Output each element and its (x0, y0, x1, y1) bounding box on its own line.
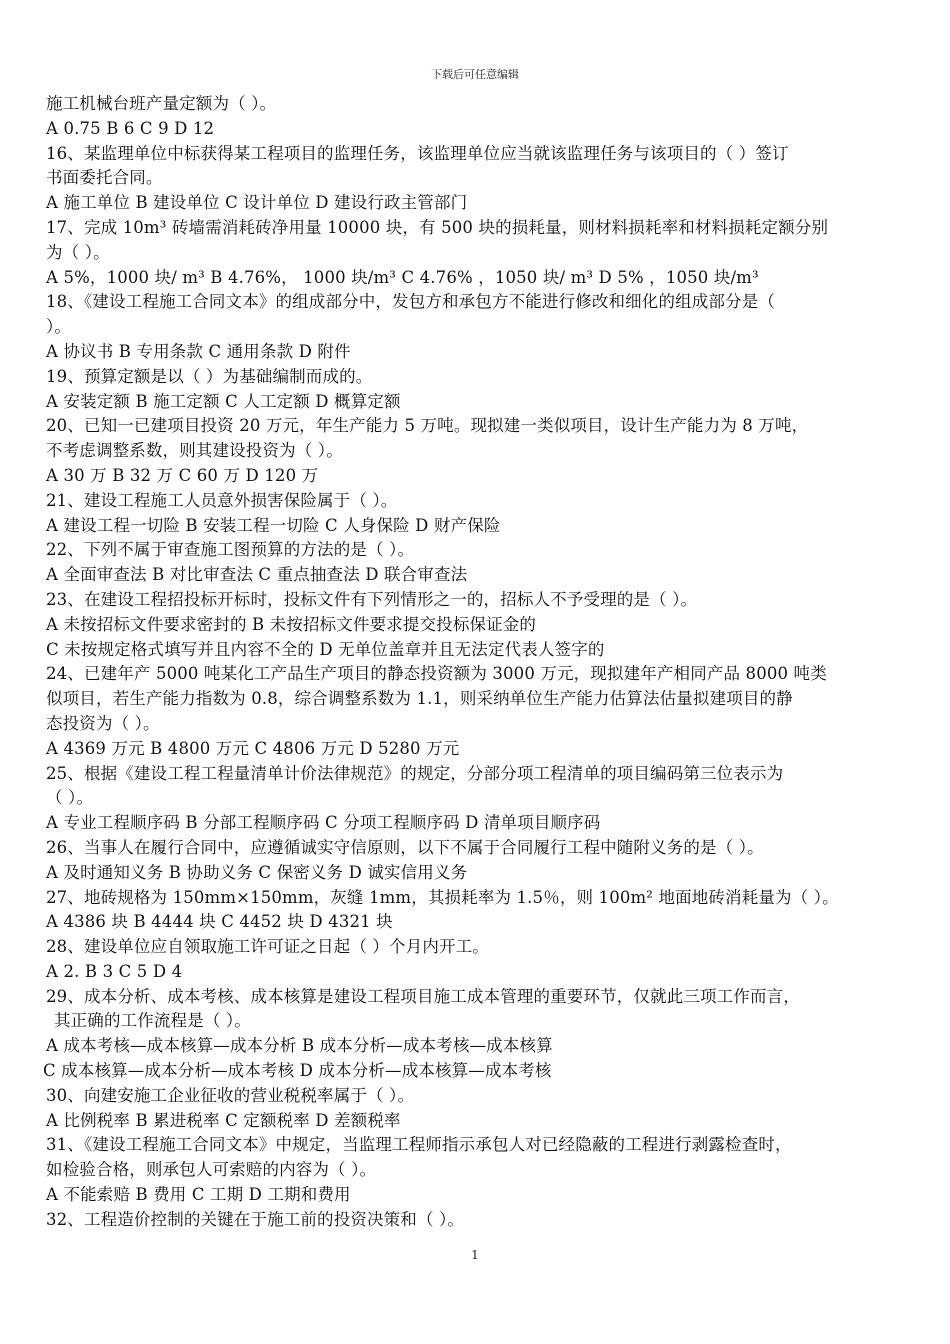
answer-options: A 4386 块 B 4444 块 C 4452 块 D 4321 块 (46, 912, 393, 932)
text-line: 态投资为（ ）。 (46, 713, 160, 733)
text-line: 不考虑调整系数，则其建设投资为（ ）。 (46, 441, 343, 461)
answer-options: C 未按规定格式填写并且内容不全的 D 无单位盖章并且无法定代表人签字的 (46, 639, 605, 659)
question-22: 22、下列不属于审查施工图预算的方法的是（ ）。 (46, 540, 415, 560)
text-line: ）。 (46, 317, 72, 337)
question-20: 20、已知一已建项目投资 20 万元，年生产能力 5 万吨。现拟建一类似项目，设计生产能力为 8 万吨， (46, 416, 809, 436)
answer-options: A 专业工程顺序码 B 分部工程顺序码 C 分项工程顺序码 D 清单项目顺序码 (46, 813, 601, 833)
answer-options: A 协议书 B 专用条款 C 通用条款 D 附件 (46, 341, 351, 361)
answer-options: A 未按招标文件要求密封的 B 未按招标文件要求提交投标保证金的 (46, 614, 537, 634)
answer-options: A 全面审查法 B 对比审查法 C 重点抽查法 D 联合审查法 (46, 565, 468, 585)
answer-options: A 0.75 B 6 C 9 D 12 (46, 118, 215, 138)
text-line: （ ）。 (46, 788, 94, 808)
question-30: 30、向建安施工企业征收的营业税税率属于（ ）。 (46, 1085, 415, 1105)
answer-options: C 成本核算—成本分析—成本考核 D 成本分析—成本核算—成本考核 (43, 1061, 552, 1081)
text-line: 书面委托合同。 (46, 168, 163, 188)
question-26: 26、当事人在履行合同中，应遵循诚实守信原则，以下不属于合同履行工程中随附义务的是（ ）。 (46, 837, 764, 857)
answer-options: A 建设工程一切险 B 安装工程一切险 C 人身保险 D 财产保险 (46, 515, 501, 535)
question-21: 21、建设工程施工人员意外损害保险属于（ ）。 (46, 490, 398, 510)
answer-options: A 及时通知义务 B 协助义务 C 保密义务 D 诚实信用义务 (46, 862, 468, 882)
question-17: 17、完成 10m³ 砖墙需消耗砖净用量 10000 块，有 500 块的损耗量，则材料损耗率和材料损耗定额分别 (46, 217, 829, 237)
question-16: 16、某监理单位中标获得某工程项目的监理任务，该监理单位应当就该监理任务与该项目的（ ）签订 (46, 143, 789, 163)
answer-options: A 5%，1000 块/ m³ B 4.76%， 1000 块/m³ C 4.76% ，1050 块/ m³ D 5% ，1050 块/m³ (46, 267, 759, 287)
question-23: 23、在建设工程招投标开标时，投标文件有下列情形之一的，招标人不予受理的是（ ）。 (46, 589, 698, 609)
question-25: 25、根据《建设工程工程量清单计价法律规范》的规定，分部分项工程清单的项目编码第三位表示为 (46, 763, 784, 783)
question-27: 27、地砖规格为 150mm×150mm，灰缝 1mm，其损耗率为 1.5％，则 100m² 地面地砖消耗量为（ ）。 (46, 887, 839, 907)
answer-options: A 4369 万元 B 4800 万元 C 4806 万元 D 5280 万元 (46, 738, 460, 758)
document-body (43, 92, 908, 1233)
page-header: 下载后可任意编辑 (431, 68, 519, 81)
text-line: 其正确的工作流程是（ ）。 (54, 1011, 251, 1031)
question-28: 28、建设单位应自领取施工许可证之日起（ ）个月内开工。 (46, 937, 489, 957)
question-19: 19、预算定额是以（ ）为基础编制而成的。 (46, 366, 373, 386)
answer-options: A 30 万 B 32 万 C 60 万 D 120 万 (46, 465, 319, 485)
question-32: 32、工程造价控制的关键在于施工前的投资决策和（ ）。 (46, 1209, 465, 1229)
answer-options: A 施工单位 B 建设单位 C 设计单位 D 建设行政主管部门 (46, 193, 468, 213)
answer-options: A 成本考核—成本核算—成本分析 B 成本分析—成本考核—成本核算 (46, 1036, 553, 1056)
question-24: 24、已建年产 5000 吨某化工产品生产项目的静态投资额为 3000 万元，现拟建年产相同产品 8000 吨类 (46, 664, 827, 684)
text-line: 如检验合格，则承包人可索赔的内容为（ ）。 (46, 1160, 377, 1180)
page-number: 1 (471, 1248, 479, 1262)
text-line: 似项目，若生产能力指数为 0.8，综合调整系数为 1.1，则采纳单位生产能力估算法估量拟建项目的静 (46, 689, 793, 709)
answer-options: A 安装定额 B 施工定额 C 人工定额 D 概算定额 (46, 391, 401, 411)
text-line: 施工机械台班产量定额为（ ）。 (46, 94, 277, 113)
question-18: 18、《建设工程施工合同文本》的组成部分中，发包方和承包方不能进行修改和细化的组成部分是（ (46, 292, 775, 312)
answer-options: A 2. B 3 C 5 D 4 (46, 961, 183, 981)
question-31: 31、《建设工程施工合同文本》中规定，当监理工程师指示承包人对已经隐蔽的工程进行剥露检查时， (46, 1135, 792, 1155)
answer-options: A 不能索赔 B 费用 C 工期 D 工期和费用 (46, 1185, 351, 1205)
question-29: 29、成本分析、成本考核、成本核算是建设工程项目施工成本管理的重要环节，仅就此三项工作而言， (46, 986, 800, 1006)
answer-options: A 比例税率 B 累进税率 C 定额税率 D 差额税率 (46, 1110, 401, 1130)
text-line: 为（ ）。 (46, 242, 110, 262)
